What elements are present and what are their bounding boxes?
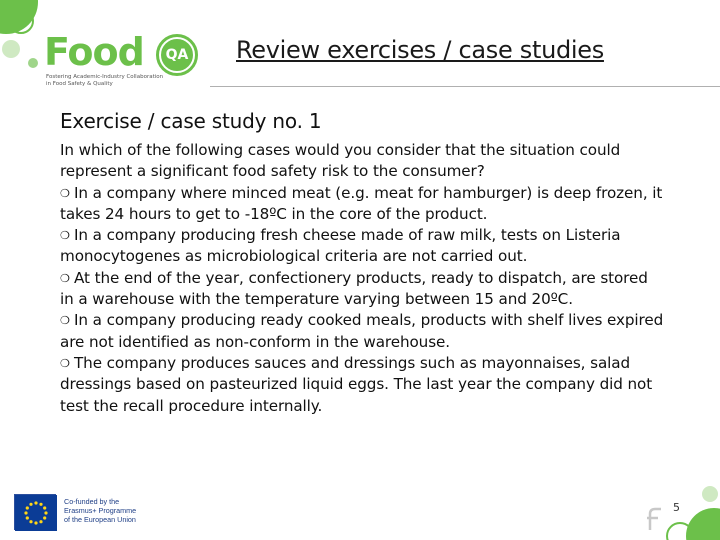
page-number: 5 (673, 501, 680, 514)
logo-tagline-line: Fostering Academic-Industry Collaboration (46, 74, 164, 80)
case-option (60, 268, 664, 311)
eu-cofunded-text (64, 497, 136, 524)
bullet-circle-icon: ❍ (60, 186, 70, 200)
eu-text-line: of the European Union (64, 515, 136, 524)
logo-qa-badge (156, 34, 198, 76)
decor-ring (8, 8, 34, 34)
bullet-circle-icon: ❍ (60, 356, 70, 370)
case-option (60, 183, 664, 226)
slide-title: Review exercises / case studies (236, 36, 604, 64)
case-heading: Exercise / case study no. 1 (60, 109, 322, 133)
bullet-circle-icon: ❍ (60, 229, 70, 243)
case-option (60, 353, 664, 417)
case-body (60, 140, 664, 417)
logo-wordmark: Food (44, 30, 144, 74)
case-question: In which of the following cases would you consider that the situation could represent a significant food safety risk to the consumer? (60, 141, 621, 181)
case-option-text: In a company where minced meat (e.g. meat for hamburger) is deep frozen, it takes 24 hours to get to -18ºC in the core of the product. (60, 183, 663, 223)
logo-tagline (46, 74, 163, 88)
foodqa-logo (44, 30, 204, 92)
case-option (60, 310, 664, 353)
footer-f-mark-icon (644, 506, 664, 532)
case-option-text: At the end of the year, confectionery products, ready to dispatch, are stored in a warehouse with the temperature varying between 15 and 20ºC. (60, 268, 648, 309)
eu-flag-icon (14, 494, 56, 530)
case-option (60, 225, 664, 268)
case-option-text: In a company producing fresh cheese made of raw milk, tests on Listeria monocytogenes as microbiological criteria are not carried out. (60, 226, 621, 266)
logo-tagline-line: in Food Safety & Quality (46, 81, 113, 87)
eu-text-line: Co-funded by the (64, 497, 120, 506)
bullet-circle-icon: ❍ (60, 271, 70, 285)
logo-qa-text: QA (159, 37, 195, 73)
decor-circle (28, 58, 38, 68)
case-option-text: The company produces sauces and dressings such as mayonnaises, salad dressings based on pasteurized liquid eggs. The last year the company did not test the recall procedure internally. (60, 353, 653, 415)
bullet-circle-icon: ❍ (60, 314, 70, 328)
decor-circle (702, 486, 718, 502)
case-option-text: In a company producing ready cooked meals, products with shelf lives expired are not identified as non-conform in the warehouse. (60, 311, 664, 351)
eu-text-line: Erasmus+ Programme (64, 506, 137, 515)
header-divider (210, 86, 720, 87)
decor-circle (2, 40, 20, 58)
